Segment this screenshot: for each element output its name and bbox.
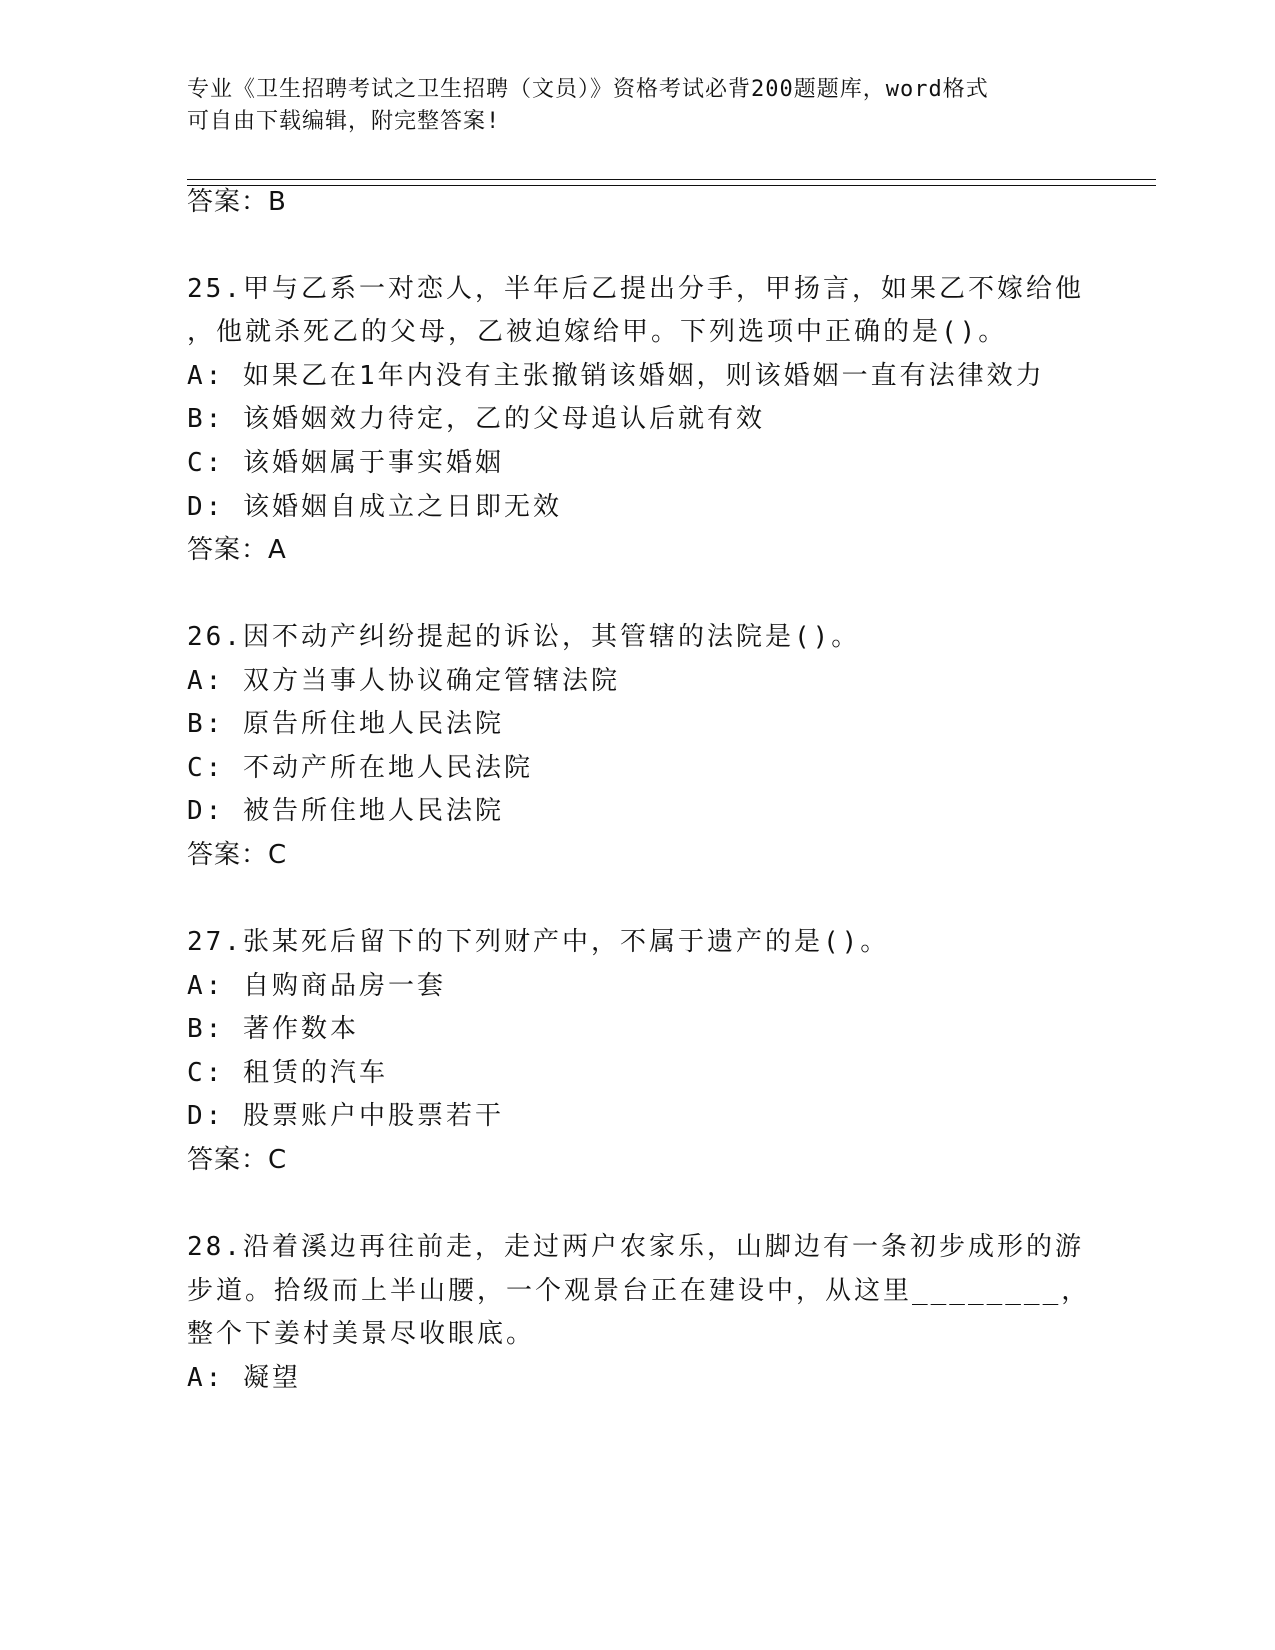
answer-line: 答案：C (187, 1145, 288, 1175)
answer-line: 答案：A (187, 535, 287, 565)
question-stem: 27.张某死后留下的下列财产中，不属于遗产的是()。 (187, 927, 890, 957)
option-c: C: 租赁的汽车 (187, 1058, 388, 1088)
option-a: A: 如果乙在1年内没有主张撤销该婚姻，则该婚姻一直有法律效力 (187, 361, 1045, 391)
option-a: A: 自购商品房一套 (187, 971, 446, 1001)
question-stem: ，他就杀死乙的父母，乙被迫嫁给甲。下列选项中正确的是()。 (187, 317, 1008, 347)
option-d: D: 被告所住地人民法院 (187, 796, 504, 826)
answer-line: 答案：C (187, 840, 288, 870)
option-b: B: 著作数本 (187, 1014, 359, 1044)
question-stem: 28.沿着溪边再往前走，走过两户农家乐，山脚边有一条初步成形的游 (187, 1232, 1084, 1262)
header-double-rule (187, 179, 1156, 186)
option-a: A: 双方当事人协议确定管辖法院 (187, 666, 620, 696)
option-b: B: 该婚姻效力待定，乙的父母追认后就有效 (187, 404, 765, 434)
option-c: C: 该婚姻属于事实婚姻 (187, 448, 504, 478)
option-c: C: 不动产所在地人民法院 (187, 753, 533, 783)
question-stem: 25.甲与乙系一对恋人，半年后乙提出分手，甲扬言，如果乙不嫁给他 (187, 274, 1084, 304)
question-stem: 步道。拾级而上半山腰，一个观景台正在建设中，从这里________， (187, 1276, 1091, 1306)
answer-line: 答案：B (187, 187, 287, 217)
page-header (187, 74, 1087, 138)
header-line-2: 可自由下载编辑，附完整答案! (187, 109, 501, 134)
header-line-1: 专业《卫生招聘考试之卫生招聘（文员）》资格考试必背200题题库，word格式 (187, 77, 989, 102)
question-stem: 26.因不动产纠纷提起的诉讼，其管辖的法院是()。 (187, 622, 861, 652)
option-d: D: 股票账户中股票若干 (187, 1101, 504, 1131)
option-a: A: 凝望 (187, 1363, 301, 1393)
option-b: B: 原告所住地人民法院 (187, 709, 504, 739)
question-stem: 整个下姜村美景尽收眼底。 (187, 1319, 536, 1349)
option-d: D: 该婚姻自成立之日即无效 (187, 492, 562, 522)
